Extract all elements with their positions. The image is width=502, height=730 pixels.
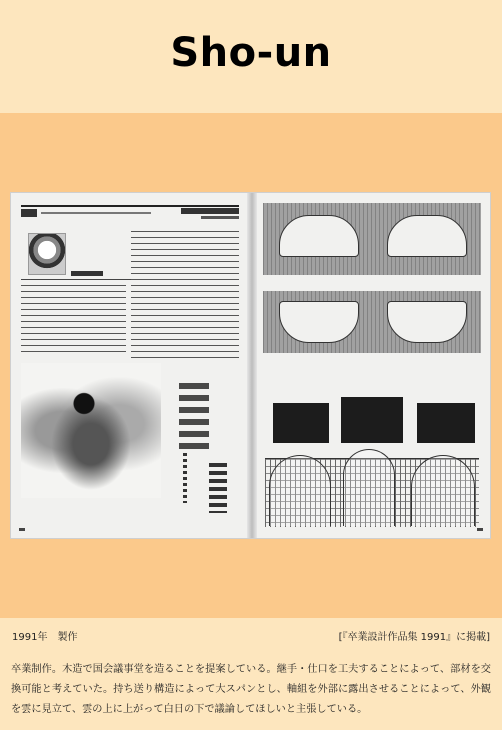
publication-note: [『卒業設計作品集 1991』に掲載] bbox=[338, 632, 490, 643]
left-page-school-block bbox=[181, 208, 239, 214]
book-spread-image bbox=[11, 193, 490, 538]
column-text-block-1 bbox=[131, 231, 239, 361]
plan-dome-right bbox=[387, 215, 467, 257]
page-title: Sho-un bbox=[170, 30, 332, 76]
book-gutter bbox=[247, 193, 257, 538]
author-name-block bbox=[71, 271, 103, 276]
left-page-number bbox=[19, 528, 25, 531]
left-page-rule bbox=[21, 205, 239, 207]
calligraphy-vertical-2 bbox=[209, 463, 227, 513]
project-description: 卒業制作。木造で国会議事堂を造ることを提案している。継手・仕口を工夫することによって、部材を交換可能と考えていた。持ち送り構造によって大スパンとし、軸組を外部に露出させることによって、外観を雲に見立て、雲の上に上がって白日の下で議論してほしいと主張している。 bbox=[11, 664, 491, 715]
plan-dome-lower-left bbox=[279, 301, 359, 343]
model-photo-2 bbox=[341, 397, 403, 443]
production-year: 1991年 製作 bbox=[12, 632, 78, 643]
left-page-tag bbox=[21, 209, 37, 217]
header bbox=[0, 0, 502, 113]
calligraphy-title bbox=[179, 383, 209, 453]
elevation-arch-3 bbox=[411, 455, 475, 526]
model-photo-3 bbox=[417, 403, 475, 443]
elevation-arch-1 bbox=[269, 455, 331, 526]
cloud-artwork bbox=[21, 363, 161, 498]
elevation-arch-2 bbox=[343, 449, 395, 526]
author-name-rule bbox=[21, 279, 131, 280]
plan-dome-lower-right bbox=[387, 301, 467, 343]
author-portrait bbox=[28, 233, 66, 275]
left-page-school-sub bbox=[201, 216, 239, 219]
profile-text-block bbox=[21, 285, 126, 355]
plan-dome-left bbox=[279, 215, 359, 257]
model-photo-1 bbox=[273, 403, 329, 443]
right-page-number bbox=[477, 528, 483, 531]
left-page-subtitle-line bbox=[41, 212, 151, 214]
calligraphy-vertical-1 bbox=[183, 453, 187, 503]
